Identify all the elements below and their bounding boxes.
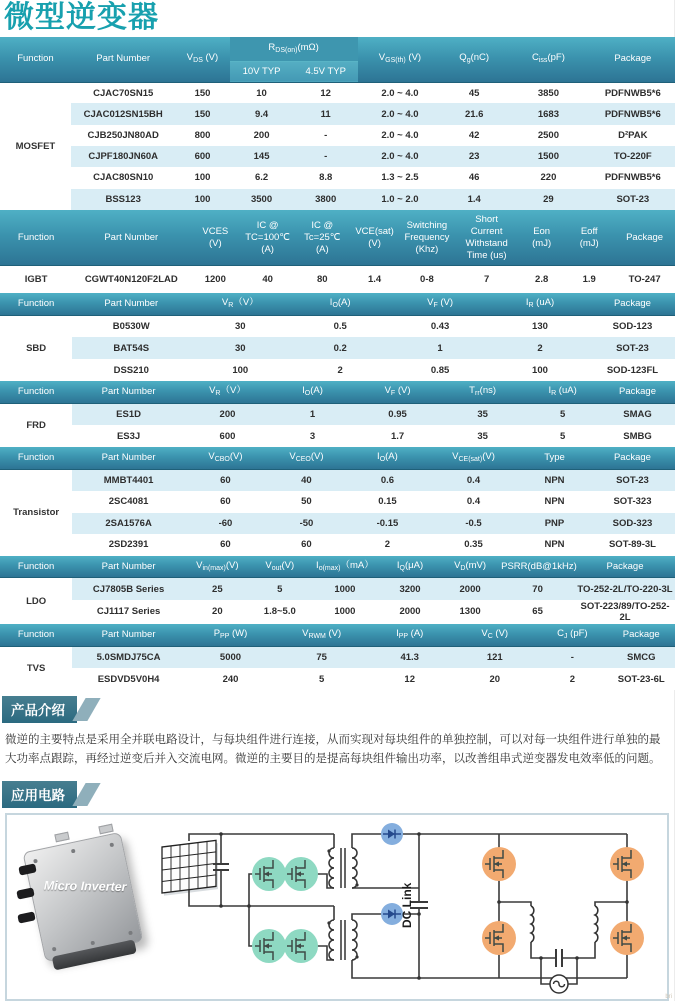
table-row bbox=[0, 103, 675, 124]
table-cell: 2.0 ~ 4.0 bbox=[358, 82, 442, 103]
intro-section bbox=[0, 690, 674, 769]
column-header: Function bbox=[0, 37, 71, 82]
column-header: Package bbox=[614, 210, 675, 266]
column-header: Type bbox=[519, 447, 590, 469]
table-cell: CJ7805B Series bbox=[72, 578, 185, 600]
table-cell: CJ1117 Series bbox=[72, 600, 185, 624]
column-header: Part Number bbox=[72, 624, 185, 646]
table-mosfet bbox=[0, 37, 675, 210]
column-header: $I_O(A)$ bbox=[290, 293, 390, 315]
table-cell: 3800 bbox=[294, 189, 358, 210]
table-row bbox=[0, 125, 675, 146]
table-cell: 1.4 bbox=[442, 189, 506, 210]
table-cell: CGWT40N120F2LAD bbox=[72, 266, 190, 293]
table-header-tvs bbox=[0, 624, 675, 646]
table-cell: -50 bbox=[266, 513, 347, 535]
function-cell: FRD bbox=[0, 403, 72, 447]
table-header-transistor bbox=[0, 447, 675, 469]
inverter-body bbox=[22, 832, 143, 962]
column-header: $V_{CEO}(V)$ bbox=[266, 447, 347, 469]
column-header: $V_{CBO}(V)$ bbox=[185, 447, 266, 469]
table-cell: 60 bbox=[185, 491, 266, 513]
solar-panel-icon bbox=[162, 840, 218, 896]
table-cell: NPN bbox=[519, 491, 590, 513]
table-cell: SOT-323 bbox=[590, 491, 675, 513]
table-cell: 2 bbox=[537, 668, 607, 690]
table-header-mosfet bbox=[0, 37, 675, 82]
column-header: $V_D(mV)$ bbox=[440, 556, 500, 578]
table-row bbox=[0, 646, 675, 668]
table-cell: 30 bbox=[190, 337, 290, 359]
table-cell: 200 bbox=[230, 125, 294, 146]
table-cell: 23 bbox=[442, 146, 506, 167]
table-row bbox=[0, 337, 675, 359]
column-header: $V_{RWM}$ (V) bbox=[276, 624, 367, 646]
table-cell: PDFNWB5*6 bbox=[591, 103, 675, 124]
table-cell: MMBT4401 bbox=[72, 470, 185, 492]
table-cell: 35 bbox=[440, 403, 525, 425]
column-header: 4.5V TYP bbox=[294, 61, 358, 82]
table-row bbox=[0, 578, 675, 600]
column-header: $I_{PP}$ (A) bbox=[367, 624, 452, 646]
table-cell: 1300 bbox=[440, 600, 500, 624]
column-header: Package bbox=[590, 293, 675, 315]
table-cell: 100 bbox=[190, 359, 290, 381]
table-cell: 800 bbox=[176, 125, 230, 146]
flyback-mosfets-green bbox=[252, 857, 318, 963]
function-cell: LDO bbox=[0, 578, 72, 624]
table-cell: 5000 bbox=[185, 646, 276, 668]
column-header: $V_{out}(V)$ bbox=[250, 556, 310, 578]
table-cell: 60 bbox=[185, 534, 266, 556]
table-cell: 150 bbox=[176, 103, 230, 124]
table-cell: 2.0 ~ 4.0 bbox=[358, 125, 442, 146]
table-cell: SOT-23 bbox=[591, 189, 675, 210]
table-cell: DSS210 bbox=[72, 359, 190, 381]
table-row bbox=[0, 668, 675, 690]
table-header-ldo bbox=[0, 556, 675, 578]
intro-paragraph: 微逆的主要特点是采用全并联电路设计，与每块组件进行连接，从而实现对每块组件的单独控制，可以对每一块组件进行单独的最大功率点跟踪，再经过逆变后并入交流电网。微逆的主要目的是提高每块组件输出功率，以改善组串式逆变器发电效率低的问题。 bbox=[5, 734, 661, 766]
column-header: Part Number bbox=[72, 556, 185, 578]
column-header: Part Number bbox=[72, 293, 190, 315]
table-cell: 12 bbox=[367, 668, 452, 690]
column-header: 10V TYP bbox=[230, 61, 294, 82]
column-header: IC @ Tc=25℃ (A) bbox=[295, 210, 350, 266]
table-cell: 145 bbox=[230, 146, 294, 167]
bridge-mosfets-orange bbox=[482, 847, 644, 955]
table-cell: 0.4 bbox=[428, 491, 519, 513]
table-cell: 42 bbox=[442, 125, 506, 146]
table-cell: CJAC80SN10 bbox=[71, 167, 176, 188]
table-cell: -60 bbox=[185, 513, 266, 535]
table-cell: 121 bbox=[452, 646, 537, 668]
column-header: $I_R$ (uA) bbox=[525, 381, 600, 403]
column-header: Part Number bbox=[72, 210, 190, 266]
table-cell: 0.43 bbox=[390, 315, 490, 337]
table-row bbox=[0, 600, 675, 624]
table-row bbox=[0, 266, 675, 293]
table-cell: 1683 bbox=[506, 103, 590, 124]
corner-watermark: bri bbox=[665, 994, 672, 1001]
column-header: Package bbox=[591, 37, 675, 82]
column-header: Package bbox=[600, 381, 675, 403]
table-cell: 46 bbox=[442, 167, 506, 188]
column-header: $V_{in(max)}(V)$ bbox=[185, 556, 250, 578]
table-cell: 40 bbox=[240, 266, 295, 293]
table-row bbox=[0, 491, 675, 513]
table-cell: 0.35 bbox=[428, 534, 519, 556]
table-cell: 1000 bbox=[310, 600, 380, 624]
table-cell: SOT-89-3L bbox=[590, 534, 675, 556]
table-cell: 9.4 bbox=[230, 103, 294, 124]
table-ldo bbox=[0, 556, 675, 624]
column-header: $V_F$ (V) bbox=[355, 381, 440, 403]
table-cell: ESDVD5V0H4 bbox=[72, 668, 185, 690]
table-cell: 220 bbox=[506, 167, 590, 188]
column-header: Short Current Withstand Time (us) bbox=[454, 210, 519, 266]
table-cell: 40 bbox=[266, 470, 347, 492]
table-row bbox=[0, 359, 675, 381]
table-row bbox=[0, 315, 675, 337]
column-header: $P_{PP}$ (W) bbox=[185, 624, 276, 646]
table-cell: 150 bbox=[176, 82, 230, 103]
table-cell: NPN bbox=[519, 534, 590, 556]
table-cell: 20 bbox=[452, 668, 537, 690]
column-header: $V_R(V)$ bbox=[190, 293, 290, 315]
table-cell: 1.7 bbox=[355, 425, 440, 447]
table-row bbox=[0, 513, 675, 535]
table-cell: 2SD2391 bbox=[72, 534, 185, 556]
application-section bbox=[0, 775, 674, 1001]
table-cell: SMCG bbox=[607, 646, 675, 668]
table-cell: TO-247 bbox=[614, 266, 675, 293]
table-header-sbd bbox=[0, 293, 675, 315]
table-cell: 100 bbox=[176, 189, 230, 210]
table-cell: 2000 bbox=[380, 600, 440, 624]
table-cell: 2500 bbox=[506, 125, 590, 146]
column-header: Function bbox=[0, 210, 72, 266]
table-cell: 35 bbox=[440, 425, 525, 447]
table-cell: 0.85 bbox=[390, 359, 490, 381]
column-header: $V_{DS}$ (V) bbox=[176, 37, 230, 82]
table-cell: SOT-23 bbox=[590, 470, 675, 492]
column-header: $V_{CE(sat)}(V)$ bbox=[428, 447, 519, 469]
table-cell: 12 bbox=[294, 82, 358, 103]
table-cell: -0.15 bbox=[347, 513, 428, 535]
function-cell: IGBT bbox=[0, 266, 72, 293]
table-cell: 1.3 ~ 2.5 bbox=[358, 167, 442, 188]
table-cell: NPN bbox=[519, 470, 590, 492]
table-cell: 0-8 bbox=[400, 266, 455, 293]
table-cell: TO-252-2L/TO-220-3L bbox=[575, 578, 675, 600]
column-header: IC @ TC=100℃ (A) bbox=[240, 210, 295, 266]
table-cell: 1.8~5.0 bbox=[250, 600, 310, 624]
function-cell: TVS bbox=[0, 646, 72, 690]
table-frd bbox=[0, 381, 675, 447]
table-cell: 11 bbox=[294, 103, 358, 124]
table-cell: 2 bbox=[290, 359, 390, 381]
column-header: VCE(sat) (V) bbox=[350, 210, 400, 266]
table-cell: 25 bbox=[185, 578, 250, 600]
table-transistor bbox=[0, 447, 675, 555]
table-cell: PDFNWB5*6 bbox=[591, 82, 675, 103]
table-cell: 2.8 bbox=[519, 266, 564, 293]
table-cell: 3500 bbox=[230, 189, 294, 210]
table-cell: 1.9 bbox=[564, 266, 614, 293]
table-cell: 2 bbox=[490, 337, 590, 359]
table-cell: - bbox=[537, 646, 607, 668]
table-header-frd bbox=[0, 381, 675, 403]
column-header: Function bbox=[0, 556, 72, 578]
transformer-1 bbox=[327, 848, 358, 888]
column-header: $I_O(A)$ bbox=[347, 447, 428, 469]
column-header: Function bbox=[0, 447, 72, 469]
column-header: Function bbox=[0, 624, 72, 646]
function-cell: SBD bbox=[0, 315, 72, 381]
column-header: $C_{iss}(pF)$ bbox=[506, 37, 590, 82]
table-cell: 0.4 bbox=[428, 470, 519, 492]
intro-section-badge: 产品介绍 bbox=[2, 696, 77, 723]
table-row bbox=[0, 470, 675, 492]
table-cell: 0.2 bbox=[290, 337, 390, 359]
table-row bbox=[0, 146, 675, 167]
column-header: $V_R(V)$ bbox=[185, 381, 270, 403]
column-header: Package bbox=[575, 556, 675, 578]
column-header: Package bbox=[590, 447, 675, 469]
mount-tab bbox=[54, 832, 69, 843]
page-title: 微型逆变器 bbox=[4, 1, 159, 34]
column-header: $V_F$ (V) bbox=[390, 293, 490, 315]
table-cell: 30 bbox=[190, 315, 290, 337]
table-cell: SOD-323 bbox=[590, 513, 675, 535]
table-cell: 0.95 bbox=[355, 403, 440, 425]
table-row bbox=[0, 189, 675, 210]
table-cell: 20 bbox=[185, 600, 250, 624]
dc-link-label: DC Link bbox=[400, 882, 414, 929]
table-tvs bbox=[0, 624, 675, 690]
column-header: $I_R$ (uA) bbox=[490, 293, 590, 315]
table-cell: PDFNWB5*6 bbox=[591, 167, 675, 188]
table-cell: 60 bbox=[266, 534, 347, 556]
table-cell: 2SC4081 bbox=[72, 491, 185, 513]
table-cell: 100 bbox=[176, 167, 230, 188]
table-cell: SOD-123 bbox=[590, 315, 675, 337]
table-cell: SOT-23-6L bbox=[607, 668, 675, 690]
table-cell: - bbox=[294, 125, 358, 146]
table-cell: 65 bbox=[500, 600, 575, 624]
table-cell: CJAC012SN15BH bbox=[71, 103, 176, 124]
column-header: $I_Q(\mu A)$ bbox=[380, 556, 440, 578]
table-cell: SMBG bbox=[600, 425, 675, 447]
column-header: $I_O(A)$ bbox=[270, 381, 355, 403]
column-header: Package bbox=[607, 624, 675, 646]
table-cell: CJAC70SN15 bbox=[71, 82, 176, 103]
transformer-2 bbox=[327, 920, 358, 960]
column-header: Switching Frequency (Khz) bbox=[400, 210, 455, 266]
table-header-igbt bbox=[0, 210, 675, 266]
column-header: $R_{DS(on)}(m\Omega)$ bbox=[230, 37, 358, 61]
table-cell: 100 bbox=[490, 359, 590, 381]
table-cell: 2000 bbox=[440, 578, 500, 600]
table-row bbox=[0, 403, 675, 425]
table-cell: ES3J bbox=[72, 425, 185, 447]
table-cell: 600 bbox=[176, 146, 230, 167]
table-cell: 5 bbox=[276, 668, 367, 690]
table-cell: 1.4 bbox=[350, 266, 400, 293]
table-cell: SOD-123FL bbox=[590, 359, 675, 381]
table-cell: 8.8 bbox=[294, 167, 358, 188]
application-circuit-figure bbox=[5, 813, 669, 1001]
table-cell: CJB250JN80AD bbox=[71, 125, 176, 146]
table-cell: 0.5 bbox=[290, 315, 390, 337]
function-cell: MOSFET bbox=[0, 82, 71, 210]
table-cell: 1 bbox=[270, 403, 355, 425]
table-cell: 10 bbox=[230, 82, 294, 103]
column-header: $V_{GS(th)}$ (V) bbox=[358, 37, 442, 82]
function-cell: Transistor bbox=[0, 470, 72, 556]
table-cell: 41.3 bbox=[367, 646, 452, 668]
table-cell: 1000 bbox=[310, 578, 380, 600]
table-cell: 600 bbox=[185, 425, 270, 447]
column-header: $I_{o(max)}(mA)$ bbox=[310, 556, 380, 578]
table-cell: 5.0SMDJ75CA bbox=[72, 646, 185, 668]
table-cell: 75 bbox=[276, 646, 367, 668]
column-header: VCES (V) bbox=[190, 210, 240, 266]
table-cell: 1200 bbox=[190, 266, 240, 293]
table-cell: 5 bbox=[250, 578, 310, 600]
table-cell: ES1D bbox=[72, 403, 185, 425]
device-label: Micro Inverter bbox=[43, 878, 127, 895]
table-cell: SOT-223/89/TO-252-2L bbox=[575, 600, 675, 624]
table-cell: 45 bbox=[442, 82, 506, 103]
table-row bbox=[0, 167, 675, 188]
column-header: PSRR(dB@1kHz) bbox=[500, 556, 575, 578]
table-cell: 200 bbox=[185, 403, 270, 425]
table-igbt bbox=[0, 210, 675, 293]
table-cell: 70 bbox=[500, 578, 575, 600]
table-cell: D²PAK bbox=[591, 125, 675, 146]
table-cell: 60 bbox=[185, 470, 266, 492]
table-row bbox=[0, 425, 675, 447]
table-cell: 2.0 ~ 4.0 bbox=[358, 146, 442, 167]
inverter-schematic bbox=[149, 818, 669, 1000]
table-cell: 21.6 bbox=[442, 103, 506, 124]
application-section-badge: 应用电路 bbox=[2, 781, 77, 808]
table-cell: - bbox=[294, 146, 358, 167]
column-header: $C_J$ (pF) bbox=[537, 624, 607, 646]
table-cell: 240 bbox=[185, 668, 276, 690]
table-cell: SMAG bbox=[600, 403, 675, 425]
table-cell: BAT54S bbox=[72, 337, 190, 359]
column-header: Part Number bbox=[72, 381, 185, 403]
table-cell: 1500 bbox=[506, 146, 590, 167]
output-inductors bbox=[531, 906, 598, 942]
column-header: Function bbox=[0, 293, 72, 315]
column-header: Eoff (mJ) bbox=[564, 210, 614, 266]
table-cell: 1.0 ~ 2.0 bbox=[358, 189, 442, 210]
table-cell: 5 bbox=[525, 403, 600, 425]
ac-connector bbox=[17, 911, 35, 923]
column-header: Part Number bbox=[72, 447, 185, 469]
table-row bbox=[0, 534, 675, 556]
table-cell: TO-220F bbox=[591, 146, 675, 167]
tables bbox=[0, 37, 675, 690]
table-cell: 80 bbox=[295, 266, 350, 293]
table-sbd bbox=[0, 293, 675, 381]
table-cell: -0.5 bbox=[428, 513, 519, 535]
table-cell: B0530W bbox=[72, 315, 190, 337]
column-header: $Q_g(nC)$ bbox=[442, 37, 506, 82]
table-cell: 3850 bbox=[506, 82, 590, 103]
column-header: Eon (mJ) bbox=[519, 210, 564, 266]
table-cell: BSS123 bbox=[71, 189, 176, 210]
table-cell: 1 bbox=[390, 337, 490, 359]
table-cell: 0.15 bbox=[347, 491, 428, 513]
table-row bbox=[0, 82, 675, 103]
table-cell: 0.6 bbox=[347, 470, 428, 492]
table-cell: PNP bbox=[519, 513, 590, 535]
table-cell: 130 bbox=[490, 315, 590, 337]
table-cell: 50 bbox=[266, 491, 347, 513]
ac-source-icon bbox=[550, 975, 568, 993]
micro-inverter-photo bbox=[21, 827, 143, 979]
column-header: $V_C$ (V) bbox=[452, 624, 537, 646]
table-cell: 29 bbox=[506, 189, 590, 210]
column-header: Function bbox=[0, 381, 72, 403]
table-cell: 7 bbox=[454, 266, 519, 293]
column-header: $T_{rr}(ns)$ bbox=[440, 381, 525, 403]
table-cell: CJPF180JN60A bbox=[71, 146, 176, 167]
table-cell: 5 bbox=[525, 425, 600, 447]
table-cell: 2 bbox=[347, 534, 428, 556]
column-header: Part Number bbox=[71, 37, 176, 82]
table-cell: SOT-23 bbox=[590, 337, 675, 359]
table-cell: 6.2 bbox=[230, 167, 294, 188]
table-cell: 2SA1576A bbox=[72, 513, 185, 535]
table-cell: 2.0 ~ 4.0 bbox=[358, 103, 442, 124]
table-cell: 3 bbox=[270, 425, 355, 447]
table-cell: 3200 bbox=[380, 578, 440, 600]
